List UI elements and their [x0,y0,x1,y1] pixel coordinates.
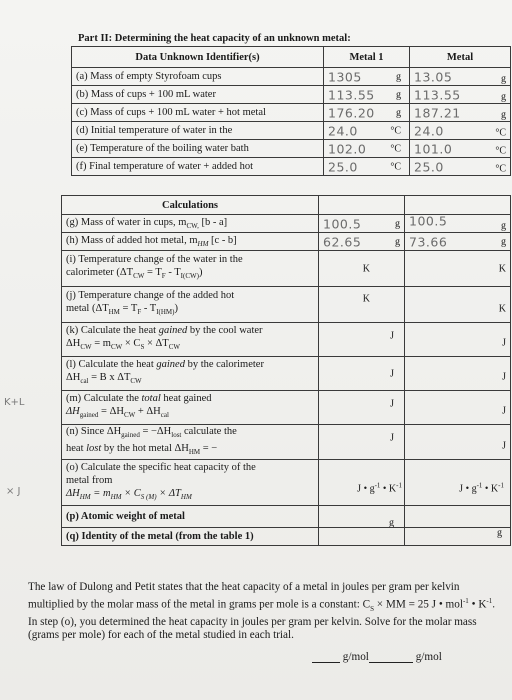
data-row-metal2-value: 113.55 [414,87,461,102]
molar-mass-blank-2[interactable] [369,662,413,663]
data-row-label: (f) Final temperature of water + added hot [72,158,324,176]
data-row-metal1-value: 113.55 [328,87,375,102]
row-h: (h) Mass of added hot metal, $m_{HM}$ [c - b] 62.65 g 73.66 g [62,233,511,251]
data-row-unit: g [501,109,506,121]
row-k: (k) Calculate the heat gained by the cool water $\Delta H_{CW} = m_{CW} \times C_S \times \Delta T_{CW}$ J J [62,323,511,357]
data-row-metal2-value: 187.21 [414,105,461,120]
data-row-metal2-value: 24.0 [414,123,444,138]
row-j: (j) Temperature change of the added hot metal $(\Delta T_{HM} = T_F - T_{I(HM)})$ K K [62,287,511,323]
row-o-label: (o) Calculate the specific heat capacity of the metal from $\Delta H_{HM} = m_{HM} \times C_{S (M)} \times \Delta T_{HM}$ [62,460,319,506]
data-row-metal2-value: 25.0 [414,159,444,174]
data-row-metal1-value: 102.0 [328,141,367,156]
row-k-label: (k) Calculate the heat gained by the cool water $\Delta H_{CW} = m_{CW} \times C_S \times \Delta T_{CW}$ [62,323,319,357]
data-row-label: (b) Mass of cups + 100 mL water [72,86,324,104]
dulong-petit-paragraph: The law of Dulong and Petit states that the heat capacity of a metal in joules per gram per kelvin multiplied by the molar mass of the metal in grams per mole is a constant: $C_S$ × MM = 25 J • mol$^{-1}$ • $K^{-1}$. In step (o), you determined the heat capacity in joules per gram per kelvin. Solve for the molar mass (grams per mole) for each of the metal studied in each trial. [28,581,496,642]
header-identifier: Data Unknown Identifier(s) [72,47,324,68]
part-title: Part II: Determining the heat capacity of an unknown metal: [78,33,351,44]
data-row-unit: g [396,89,401,100]
data-row [72,86,511,104]
row-h-metal1: 62.65 [323,234,362,249]
row-p: (p) Atomic weight of metal g [62,506,511,528]
row-l-label: (l) Calculate the heat gained by the calorimeter $\Delta H_{cal} = B$ x $\Delta T_{CW}$ [62,357,319,391]
data-row [72,68,511,86]
row-m-label: (m) Calculate the total heat gained $\Delta H_{gained} = \Delta H_{CW} + \Delta H_{cal}$ [62,391,319,425]
data-row-unit: °C [390,161,401,172]
data-row-unit: °C [390,125,401,136]
data-row-metal2-value: 13.05 [414,69,453,84]
data-row-metal1-value: 24.0 [328,123,358,138]
data-row-label: (e) Temperature of the boiling water bath [72,140,324,158]
calc-header-row [62,196,511,215]
margin-note-xj: × J [6,486,21,497]
data-row [72,104,511,122]
row-i: (i) Temperature change of the water in the calorimeter $(\Delta T_{CW} = T_F - T_{I(CW)})$ K K [62,251,511,287]
data-row-unit: °C [495,127,506,139]
data-row-unit: g [501,73,506,85]
row-o-metal1-unit: J • $g^{-1}$ • $K^{-1}$ [319,460,405,506]
header-metal-2: Metal [410,47,511,68]
data-row-label: (d) Initial temperature of water in the [72,122,324,140]
row-h-metal2: 73.66 [409,234,448,249]
row-g-label: (g) Mass of water in cups, $m_{CW,}$ [b - a] [62,215,319,233]
data-row-label: (a) Mass of empty Styrofoam cups [72,68,324,86]
row-g: (g) Mass of water in cups, $m_{CW,}$ [b - a] 100.5 g 100.5 g [62,215,511,233]
row-m: (m) Calculate the total heat gained $\Delta H_{gained} = \Delta H_{CW} + \Delta H_{cal}$ J J [62,391,511,425]
data-row-label: (c) Mass of cups + 100 mL water + hot metal [72,104,324,122]
data-row-unit: °C [390,143,401,154]
row-h-label: (h) Mass of added hot metal, $m_{HM}$ [c - b] [62,233,319,251]
data-row [72,158,511,176]
data-row [72,140,511,158]
row-j-label: (j) Temperature change of the added hot metal $(\Delta T_{HM} = T_F - T_{I(HM)})$ [62,287,319,323]
data-row-unit: g [396,107,401,118]
data-table [71,46,511,176]
data-row-metal1-value: 1305 [328,69,362,84]
data-row-metal2-value: 101.0 [414,141,453,156]
data-row [72,122,511,140]
data-row-unit: g [396,71,401,82]
molar-mass-blank-1[interactable] [312,662,340,663]
margin-note-kl: K+L [4,397,25,408]
molar-mass-answers: g/mol g/mol [312,651,442,663]
row-i-label: (i) Temperature change of the water in the calorimeter $(\Delta T_{CW} = T_F - T_{I(CW)})$ [62,251,319,287]
data-table-header [72,47,511,68]
row-q-label: (q) Identity of the metal (from the table 1) [62,528,319,546]
row-n: (n) Since $\Delta H_{gained} = -\Delta H_{lost}$ calculate the heat lost by the hot metal $\Delta H_{HM}$ = − J J [62,425,511,460]
data-row-metal1-value: 176.20 [328,105,375,120]
data-row-unit: °C [495,145,506,157]
row-g-metal2: 100.5 [409,214,448,229]
data-row-metal1-value: 25.0 [328,159,358,174]
calculations-header: Calculations [62,196,319,215]
row-l: (l) Calculate the heat gained by the calorimeter $\Delta H_{cal} = B$ x $\Delta T_{CW}$ J J [62,357,511,391]
row-n-label: (n) Since $\Delta H_{gained} = -\Delta H_{lost}$ calculate the heat lost by the hot metal $\Delta H_{HM}$ = − [62,425,319,460]
data-row-unit: g [501,91,506,103]
row-o [62,460,511,506]
row-o-metal2-unit: J • $g^{-1}$ • $K^{-1}$ [405,460,511,506]
calculations-table [61,195,511,546]
row-q: (q) Identity of the metal (from the table 1) g [62,528,511,546]
header-metal-1: Metal 1 [324,47,410,68]
row-p-label: (p) Atomic weight of metal [62,506,319,528]
data-row-unit: °C [495,163,506,175]
row-g-metal1: 100.5 [323,216,362,231]
